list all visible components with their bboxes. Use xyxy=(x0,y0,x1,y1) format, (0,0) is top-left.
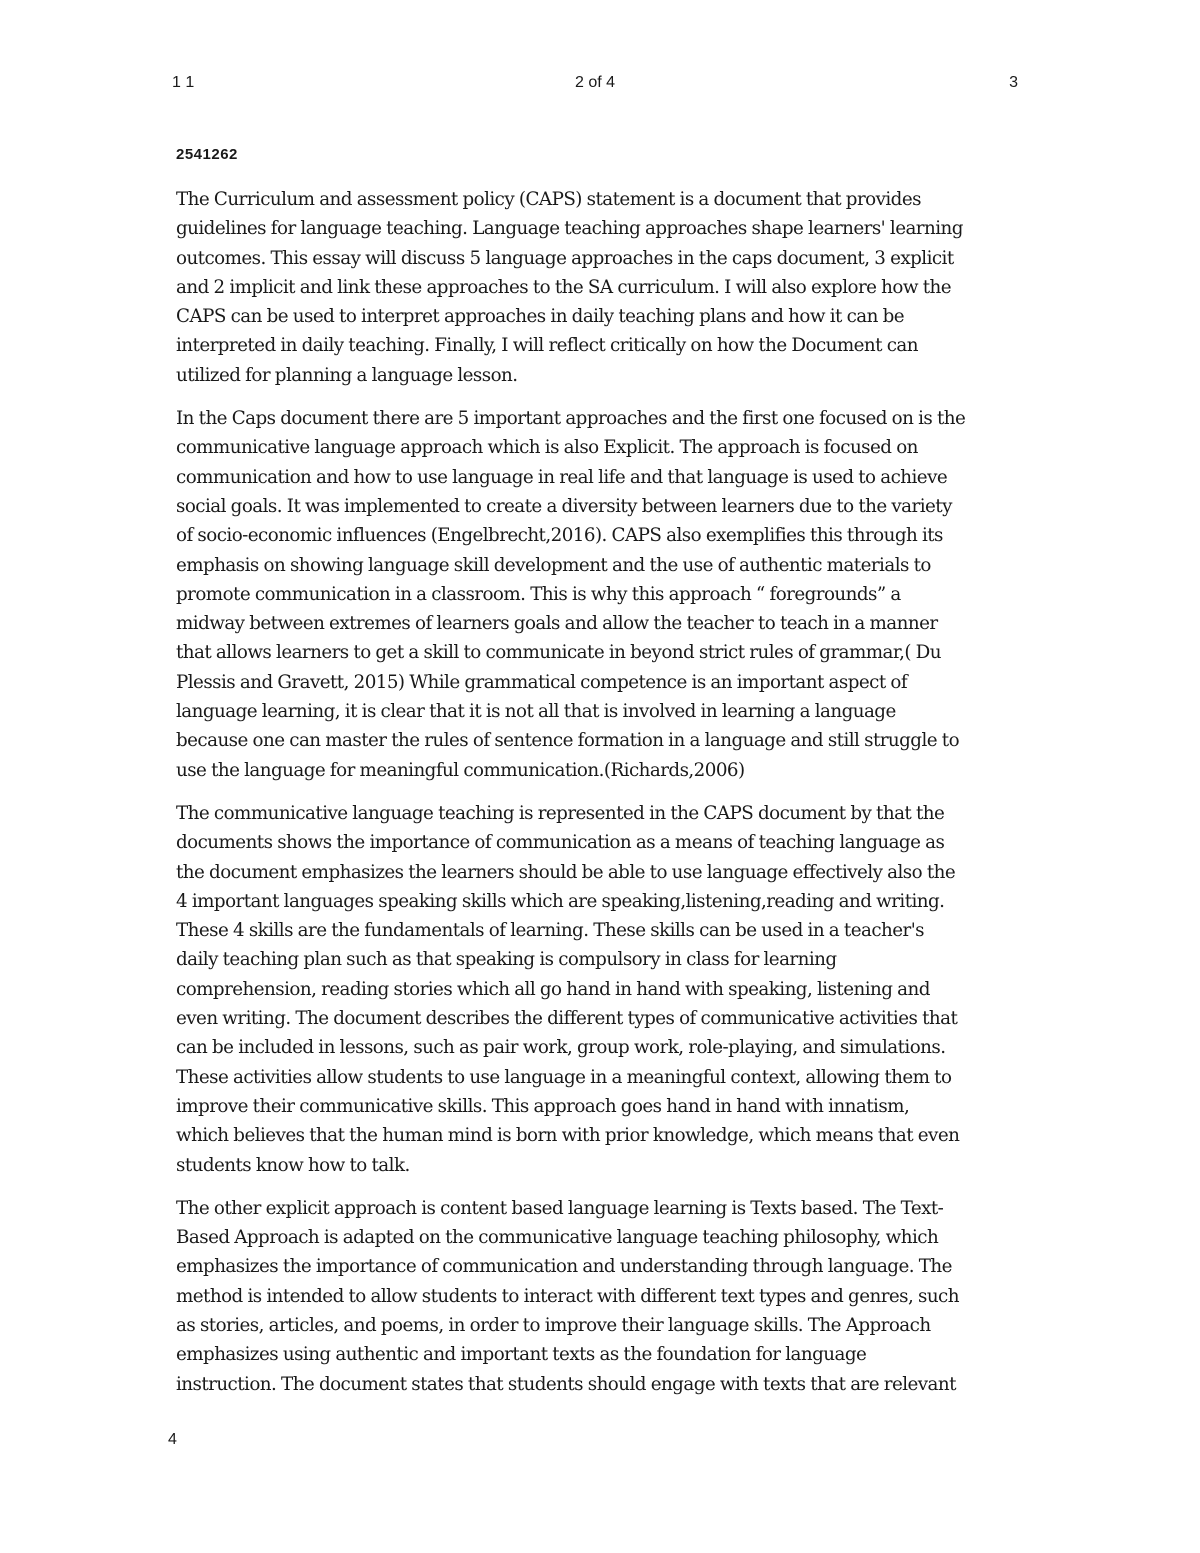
text-line: 4 important languages speaking skills which are speaking,listening,reading and writing. xyxy=(176,890,945,912)
text-line: communicative language approach which is also Explicit. The approach is focused on xyxy=(176,437,918,459)
text-line: guidelines for language teaching. Language teaching approaches shape learners' learning xyxy=(176,218,963,240)
text-line: that allows learners to get a skill to communicate in beyond strict rules of grammar,( Du xyxy=(176,642,942,664)
text-line: Plessis and Gravett, 2015) While grammatical competence is an important aspect of xyxy=(176,671,908,693)
text-line: interpreted in daily teaching. Finally, I will reflect critically on how the Document can xyxy=(176,335,918,357)
text-line: communication and how to use language in real life and that language is used to achieve xyxy=(176,466,948,488)
text-line: utilized for planning a language lesson. xyxy=(176,364,518,386)
text-line: These 4 skills are the fundamentals of learning. These skills can be used in a teacher's xyxy=(176,920,925,942)
text-line: improve their communicative skills. This approach goes hand in hand with innatism, xyxy=(176,1095,910,1117)
essay-paragraph xyxy=(176,799,1026,1180)
text-line: even writing. The document describes the different types of communicative activities that xyxy=(176,1008,958,1030)
text-line: The Curriculum and assessment policy (CAPS) statement is a document that provides xyxy=(176,189,921,210)
essay-paragraph xyxy=(176,404,1026,785)
text-line: midway between extremes of learners goals and allow the teacher to teach in a manner xyxy=(176,613,938,635)
text-line: students know how to talk. xyxy=(176,1154,410,1176)
text-line: promote communication in a classroom. This is why this approach “ foregrounds” a xyxy=(176,583,901,605)
text-line: comprehension, reading stories which all go hand in hand with speaking, listening and xyxy=(176,978,930,1000)
text-line: emphasizes using authentic and important texts as the foundation for language xyxy=(176,1344,867,1366)
text-line: as stories, articles, and poems, in order to improve their language skills. The Approach xyxy=(176,1314,931,1336)
student-number: 2541262 xyxy=(176,146,238,163)
text-line: CAPS can be used to interpret approaches in daily teaching plans and how it can be xyxy=(176,306,905,328)
text-line: The other explicit approach is content based language learning is Texts based. The Text- xyxy=(176,1197,944,1219)
text-line: outcomes. This essay will discuss 5 language approaches in the caps document, 3 explicit xyxy=(176,247,954,269)
page-counter: 2 of 4 xyxy=(574,74,616,91)
text-line: social goals. It was implemented to create a diversity between learners due to the variety xyxy=(176,495,952,517)
text-line: instruction. The document states that students should engage with texts that are relevant xyxy=(176,1373,956,1395)
text-line: These activities allow students to use language in a meaningful context, allowing them to xyxy=(176,1066,952,1088)
text-line: emphasizes the importance of communication and understanding through language. The xyxy=(176,1256,952,1278)
text-line: can be included in lessons, such as pair work, group work, role-playing, and simulations. xyxy=(176,1037,946,1059)
page-header xyxy=(172,74,1018,98)
footer-page-marker: 4 xyxy=(168,1431,177,1448)
essay-paragraph xyxy=(176,1194,1026,1399)
header-left-text: 1 1 xyxy=(172,74,195,91)
text-line: In the Caps document there are 5 important approaches and the first one focused on is the xyxy=(176,408,966,430)
text-line: and 2 implicit and link these approaches to the SA curriculum. I will also explore how the xyxy=(176,276,952,298)
text-line: emphasis on showing language skill development and the use of authentic materials to xyxy=(176,554,931,576)
essay-body xyxy=(176,185,1026,1413)
text-line: the document emphasizes the learners should be able to use language effectively also the xyxy=(176,861,956,883)
header-right-text: 3 xyxy=(1009,74,1018,91)
text-line: documents shows the importance of communication as a means of teaching language as xyxy=(176,832,945,854)
text-line: because one can master the rules of sentence formation in a language and still struggle to xyxy=(176,730,960,752)
text-line: of socio-economic influences (Engelbrecht,2016). CAPS also exemplifies this through its xyxy=(176,525,943,547)
text-line: use the language for meaningful communication.(Richards,2006) xyxy=(176,759,745,781)
essay-paragraph xyxy=(176,185,1026,390)
text-line: Based Approach is adapted on the communicative language teaching philosophy, which xyxy=(176,1227,939,1249)
text-line: The communicative language teaching is represented in the CAPS document by that the xyxy=(176,802,945,824)
text-line: daily teaching plan such as that speaking is compulsory in class for learning xyxy=(176,949,837,971)
text-line: method is intended to allow students to interact with different text types and genres, such xyxy=(176,1285,959,1307)
text-line: which believes that the human mind is born with prior knowledge, which means that even xyxy=(176,1125,960,1147)
text-line: language learning, it is clear that it is not all that is involved in learning a language xyxy=(176,701,896,723)
